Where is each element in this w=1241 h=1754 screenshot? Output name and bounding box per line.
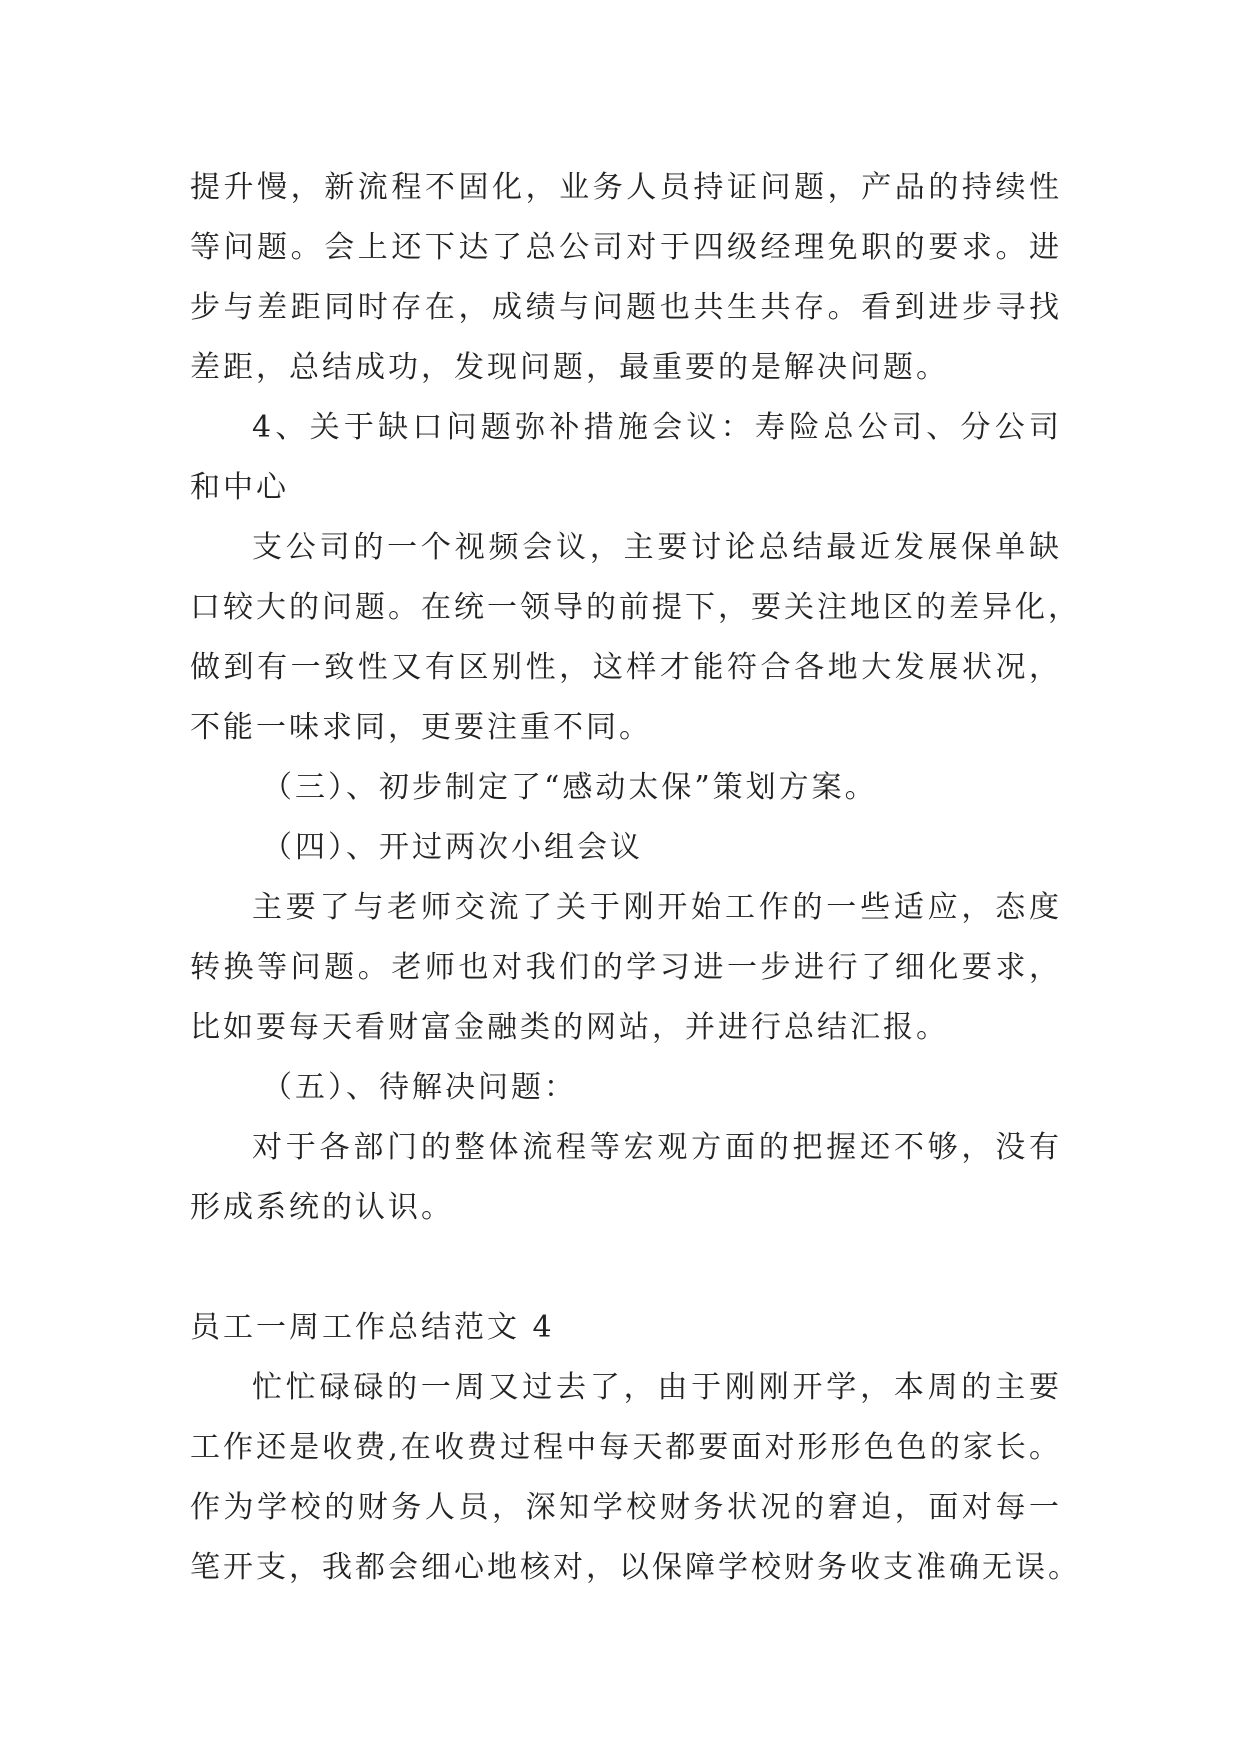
- paragraph-line: 转换等问题。老师也对我们的学习进一步进行了细化要求，: [190, 950, 1062, 985]
- paragraph-line: 提升慢，新流程不固化，业务人员持证问题，产品的持续性: [190, 170, 1062, 205]
- paragraph-line: 步与差距同时存在，成绩与问题也共生共存。看到进步寻找: [190, 290, 1062, 325]
- paragraph-line: 忙忙碌碌的一周又过去了，由于刚刚开学，本周的主要: [252, 1370, 1062, 1405]
- item-line: 和中心: [190, 470, 289, 505]
- paragraph-line: 支公司的一个视频会议，主要讨论总结最近发展保单缺: [252, 530, 1062, 565]
- paragraph-line: 形成系统的认识。: [190, 1190, 454, 1225]
- paragraph-line: 口较大的问题。在统一领导的前提下，要关注地区的差异化，: [190, 590, 1081, 625]
- section-4-heading: （四）、开过两次小组会议: [262, 830, 643, 865]
- document-body: [190, 158, 1081, 1598]
- paragraph-4: [190, 1118, 1062, 1238]
- paragraph-1: [190, 158, 1062, 398]
- paragraph-5: [190, 1358, 1081, 1598]
- paragraph-2: [190, 518, 1081, 758]
- paragraph-line: 主要了与老师交流了关于刚开始工作的一些适应，态度: [252, 890, 1062, 925]
- item-line: 4、关于缺口问题弥补措施会议：寿险总公司、分公司: [252, 410, 1062, 445]
- paragraph-line: 差距，总结成功，发现问题，最重要的是解决问题。: [190, 350, 949, 385]
- spacer: [190, 1238, 1062, 1298]
- item-4: [190, 398, 1062, 518]
- paragraph-line: 等问题。会上还下达了总公司对于四级经理免职的要求。进: [190, 230, 1062, 265]
- paragraph-line: 对于各部门的整体流程等宏观方面的把握还不够，没有: [252, 1130, 1062, 1165]
- paragraph-line: 笔开支，我都会细心地核对，以保障学校财务收支准确无误。: [190, 1550, 1081, 1585]
- section-title: 员工一周工作总结范文 4: [190, 1310, 555, 1345]
- paragraph-line: 做到有一致性又有区别性，这样才能符合各地大发展状况，: [190, 650, 1062, 685]
- paragraph-line: 作为学校的财务人员，深知学校财务状况的窘迫，面对每一: [190, 1490, 1062, 1525]
- paragraph-line: 工作还是收费,在收费过程中每天都要面对形形色色的家长。: [190, 1430, 1062, 1465]
- section-5-heading: （五）、待解决问题：: [262, 1070, 577, 1105]
- paragraph-line: 不能一味求同，更要注重不同。: [190, 710, 652, 745]
- paragraph-line: 比如要每天看财富金融类的网站，并进行总结汇报。: [190, 1010, 949, 1045]
- section-3-heading: （三）、初步制定了“感动太保”策划方案。: [262, 770, 878, 805]
- paragraph-3: [190, 878, 1062, 1058]
